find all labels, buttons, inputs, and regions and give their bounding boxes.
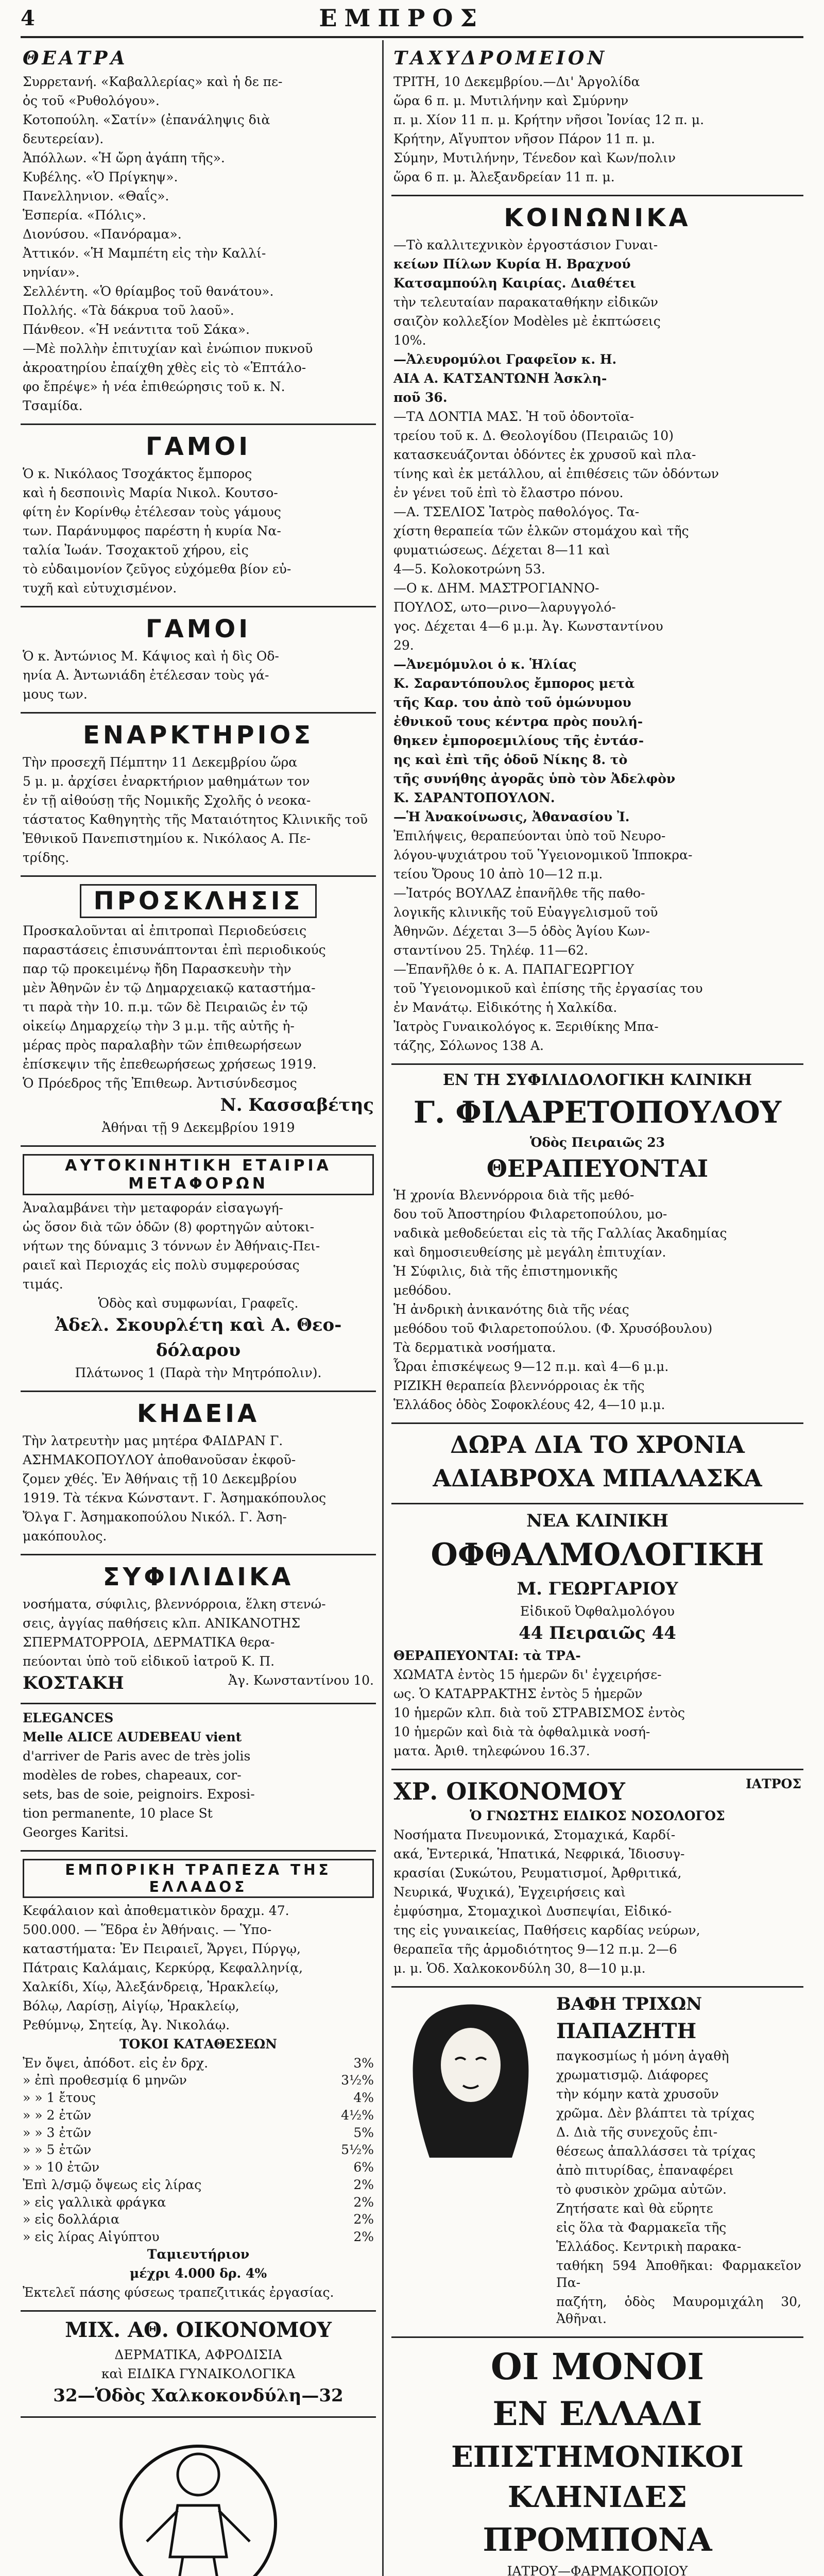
oikonomou-line-2: καὶ ΕΙΔΙΚΑ ΓΥΝΑΙΚΟΛΟΓΙΚΑ	[101, 2366, 296, 2381]
text-line: τρίδης.	[23, 850, 70, 865]
text-line: ἀπὸ πιτυρίδας, ἐπαναφέρει	[556, 2162, 734, 2178]
text-line: τοῦ Ὑγειονομικοῦ καὶ ἐπίσης τῆς ἐργασίας του	[393, 981, 703, 996]
text-line: Ὁ κ. Ἀντώνιος Μ. Κάψιος καὶ ἡ δὶς Οδ-	[23, 649, 279, 664]
text-line: σταντίνου 25. Τηλέφ. 11—62.	[393, 943, 589, 958]
rate-label: » εἰς λίρας Αἰγύπτου	[23, 2229, 160, 2245]
text-line: ἐν γένει τοῦ ἐπὶ τὸ ἔλαστρο πόνου.	[393, 485, 624, 500]
text-line: φίτη ἐν Κορίνθῳ ἐτέλεσαν τοὺς γάμους	[23, 504, 281, 519]
text-line: ΤΡΙΤΗ, 10 Δεκεμβρίου.—Δι' Ἀργολίδα	[393, 74, 640, 89]
klinidia-line-4: ΚΛΗΝΙΔΕΣ	[507, 2480, 688, 2514]
gamoi-section-1	[21, 425, 376, 607]
text-line: Ζητήσατε καὶ θὰ εὕρητε	[556, 2200, 713, 2216]
text-line: Προσκαλοῦνται αἱ ἐπιτροπαὶ Περιοδεύσεις	[23, 923, 307, 938]
clinic-heal: ΘΕΡΑΠΕΥΟΝΤΑΙ	[486, 1155, 709, 1183]
koinonika-section	[391, 196, 803, 1065]
klinidia-line-1: ΟΙ ΜΟΝΟΙ	[490, 2345, 705, 2388]
text-line: —Α. ΤΣΕΛΙΟΣ Ἰατρὸς παθολόγος. Τα-	[393, 504, 640, 519]
vafi-title: ΒΑΦΗ ΤΡΙΧΩΝ	[556, 1994, 702, 2015]
theatra-body	[23, 73, 374, 414]
text-line: Τὴν προσεχῆ Πέμπτην 11 Δεκεμβρίου ὥρα	[23, 755, 298, 770]
text-line: καὶ ἡ δεσποινὶς Μαρία Νικολ. Κουτσο-	[23, 485, 278, 500]
text-line: τὴν κόμην κατὰ χρυσοῦν	[556, 2086, 719, 2102]
text-line: λόγου-ψυχιάτρου τοῦ Ὑγειονομικοῦ Ἱπποκρα-	[393, 848, 693, 862]
rate-label: » » 3 ἐτῶν	[23, 2125, 92, 2140]
text-line: της εἰς γυναικείας, Παθήσεις καρδίας νεύρων,	[393, 1923, 700, 1938]
ofthalmo-section	[391, 1504, 803, 1770]
text-line: Ἑλλάδος. Κεντρικὴ παρακα-	[556, 2239, 742, 2254]
dora-line-2: ΑΔΙΑΒΡΟΧΑ ΜΠΑΛΑΣΚΑ	[433, 1464, 762, 1492]
text-line: φο ἔπρέψε» ἡ νέα ἐπιθεώρησις τοῦ κ. Ν.	[23, 379, 285, 394]
text-line: Τὴν λατρευτὴν μας μητέρα ΦΑΙΔΡΑΝ Γ.	[23, 1433, 283, 1448]
trapeza-heading	[23, 1859, 374, 1898]
text-line: Ἐθνικοῦ Πανεπιστημίου κ. Νικόλαος Α. Πε-	[23, 831, 311, 846]
oikonomou-section	[21, 2312, 376, 2418]
text-line: Ὄλγα Γ. Ἀσημακοπούλου Νικόλ. Γ. Ἀση-	[23, 1509, 287, 1524]
text-line: φυματιώσεως. Δέχεται 8—11 καὶ	[393, 543, 610, 557]
text-line: ΣΠΕΡΜΑΤΟΡΡΟΙΑ, ΔΕΡΜΑΤΙΚΑ θερα-	[23, 1634, 275, 1650]
text-line: Ἡ Σύφιλις, διὰ τῆς ἐπιστημονικῆς	[393, 1263, 618, 1279]
filaretopoulos-section	[391, 1065, 803, 1424]
elegances-section	[21, 1704, 376, 1852]
oikonomou-line-1: ΔΕΡΜΑΤΙΚΑ, ΑΦΡΟΔΙΣΙΑ	[114, 2347, 282, 2362]
text-line: Melle ALICE AUDEBEAU vient	[23, 1729, 242, 1744]
text-line: ΑΙΑ Α. ΚΑΤΣΑΝΤΩΝΗ Ἀσκλη-	[393, 371, 607, 386]
text-line: εἰς ὅλα τὰ Φαρμακεῖα τῆς	[556, 2219, 727, 2235]
rate-value: 6%	[353, 2160, 374, 2175]
text-line: 1919. Τὰ τέκνα Κώνσταντ. Γ. Ἀσημακόπουλος	[23, 1490, 327, 1505]
text-line: Σελλέντη. «Ὁ θρίαμβος τοῦ θανάτου».	[23, 284, 274, 299]
klinidia-line-3: ΕΠΙΣΤΗΜΟΝΙΚΟΙ	[451, 2439, 744, 2474]
text-line: των. Παράνυμφος παρέστη ἡ κυρία Να-	[23, 523, 281, 538]
text-line: —Τὸ καλλιτεχνικὸν ἐργοστάσιον Γυναι-	[393, 238, 658, 252]
rate-value: 3½%	[341, 2073, 374, 2088]
text-line: τῆς Καρ. του ἀπὸ τοῦ ὁμώνυμου	[393, 695, 631, 710]
text-line: —Ο κ. ΔΗΜ. ΜΑΣΤΡΟΓΙΑΝΝΟ-	[393, 581, 599, 596]
klinidia-line-2: ΕΝ ΕΛΛΑΔΙ	[492, 2395, 702, 2434]
text-line: 4—5. Κολοκοτρώνη 53.	[393, 562, 545, 577]
text-line: Βόλῳ, Λαρίσῃ, Αἰγίῳ, Ἡρακλείῳ,	[23, 1998, 239, 2013]
text-line: ἐν τῇ αἰθούσῃ τῆς Νομικῆς Σχολῆς ὁ νεοκα-	[23, 793, 311, 808]
rate-value: 4%	[353, 2090, 374, 2106]
text-line: Ἑλλάδος ὁδὸς Σοφοκλέους 42, 4—10 μ.μ.	[393, 1397, 665, 1412]
text-line: Ὁ Πρόεδρος τῆς Ἐπιθεωρ. Ἀντισύνδεσμος	[23, 1076, 297, 1091]
text-line: —Ἀλευρομύλοι Γραφεῖον κ. Η.	[393, 352, 617, 367]
rate-value: 5%	[353, 2125, 374, 2140]
contact-line: Ἀδελ. Σκουρλέτη καὶ Α. Θεο-	[55, 1314, 342, 1335]
text-line: ΡΙΖΙΚΗ θεραπεία βλεννόρροιας ἐκ τῆς	[393, 1378, 645, 1393]
rate-value: 2%	[353, 2177, 374, 2192]
text-line: λογικῆς κλινικῆς τοῦ Εὐαγγελισμοῦ τοῦ	[393, 905, 658, 920]
text-line: ναδικὰ μεθοδεύεται εἰς τὰ τῆς Γαλλίας Ἀκαδημίας	[393, 1225, 727, 1241]
trapeza-title: ΕΜΠΟΡΙΚΗ ΤΡΑΠΕΖΑ ΤΗΣ ΕΛΛΑΔΟΣ	[23, 1859, 374, 1898]
text-line: d'arriver de Paris avec de très jolis	[23, 1748, 251, 1764]
text-line: μὲν Ἀθηνῶν ἐν τῷ Δημαρχειακῷ καταστήμα-	[23, 980, 316, 995]
text-line: τείου Ὄρους 10 ἀπὸ 10—12 π.μ.	[393, 867, 603, 882]
date-line: Ἀθήναι τῇ 9 Δεκεμβρίου 1919	[101, 1120, 295, 1135]
text-line: ἐπίσκεψιν τῆς ἐπεθεωρήσεως χρήσεως 1919.	[23, 1057, 317, 1072]
text-line: χίστη θεραπεία τῶν ἑλκῶν στομάχου καὶ τῆς	[393, 523, 689, 538]
text-line: μακόπουλος.	[23, 1528, 107, 1544]
text-line: Σύμην, Μυτιλήνην, Τένεδον καὶ Κων/πολιν	[393, 150, 676, 165]
klinidia-section	[391, 2338, 803, 2576]
text-line: Κρήτην, Αἴγυπτον νῆσον Πάρον 11 π. μ.	[393, 131, 655, 146]
text-line: νοσήματα, σύφιλις, βλεννόρροια, ἕλκη στενώ-	[23, 1596, 326, 1612]
koinonika-heading: ΚΟΙΝΩΝΙΚΑ	[504, 204, 691, 232]
savings-title: Ταμιευτήριον	[147, 2246, 250, 2262]
text-line: τρείου τοῦ κ. Δ. Θεολογίδου (Πειραιῶς 10)	[393, 428, 674, 443]
text-line: Συρρετανή. «Καβαλλερίας» καὶ ἡ δε πε-	[23, 74, 283, 89]
text-line: Ὧραι ἐπισκέψεως 9—12 π.μ. καὶ 4—6 μ.μ.	[393, 1359, 669, 1374]
text-line: ἀκροατηρίου ἐπαίχθη χθὲς εἰς τὸ «Ἑπτάλο-	[23, 360, 306, 375]
text-line: σαιζὸν κολλεξίον Modèles μὲ ἐκπτώσεις	[393, 314, 661, 329]
rate-label: » εἰς γαλλικὰ φράγκα	[23, 2194, 166, 2210]
clinic-banner: ΕΝ ΤΗ ΣΥΦΙΛΙΔΟΛΟΓΙΚΗ ΚΛΙΝΙΚΗ	[442, 1071, 752, 1089]
doctor-row	[23, 1672, 374, 1696]
text-line: Νοσήματα Πνευμονικά, Στομαχικά, Καρδί-	[393, 1827, 676, 1843]
table-row	[23, 2055, 374, 2072]
text-line: Ρεθύμνῳ, Σητείᾳ, Ἀγ. Νικολάῳ.	[23, 2017, 230, 2032]
metaforon-heading	[23, 1154, 374, 1195]
masthead	[21, 0, 803, 38]
text-line: ΧΩΜΑΤΑ ἐντὸς 15 ἡμερῶν δι' ἐγχειρήσε-	[393, 1667, 662, 1683]
vafi-name: ΠΑΠΑΖΗΤΗ	[556, 2019, 697, 2044]
text-line: δευτερείαν).	[23, 131, 104, 146]
ofthalmo-name: Μ. ΓΕΩΡΓΑΡΙΟΥ	[517, 1579, 678, 1600]
text-line: Κυβέλης. «Ὁ Πρίγκηψ».	[23, 170, 178, 184]
text-line: τὸ εὐδαιμονίον ζεῦγος εὐχόμεθα βίον εὐ-	[23, 562, 291, 577]
trapeza-section	[21, 1852, 376, 2312]
syfilidika-heading: ΣΥΦΙΛΙΔΙΚΑ	[102, 1562, 294, 1591]
text-line: —Ἀνεμόμυλοι ὁ κ. Ἡλίας	[393, 657, 577, 672]
text-line: Ἡ ἀνδρικὴ ἀνικανότης διὰ τῆς νέας	[393, 1301, 629, 1317]
kideia-section	[21, 1392, 376, 1555]
text-line: κρασίαι (Συκώτου, Ρευματισμοί, Ἀρθριτικά,	[393, 1866, 682, 1881]
doctor-name: ΚΟΣΤΑΚΗ	[23, 1672, 124, 1693]
text-line: Πάτραις Καλάμαις, Κερκύρᾳ, Κεφαλληνίᾳ,	[23, 1960, 303, 1975]
text-line: παρ τῷ προκειμένῳ ἤδη Παρασκευὴν τὴν	[23, 961, 291, 976]
text-line: ταλία Ἰωάν. Τσοχακτοῦ χήρου, εἰς	[23, 543, 249, 557]
text-line: μεθόδου τοῦ Φιλαρετοπούλου. (Φ. Χρυσόβουλου)	[393, 1320, 713, 1336]
text-line: ὀς τοῦ «Ρυθολόγου».	[23, 93, 160, 108]
text-line: ηνία Α. Ἀντωνιάδη ἐτέλεσαν τοὺς γά-	[23, 668, 269, 683]
text-line: τιμάς.	[23, 1276, 63, 1292]
address-line: Πλάτωνος 1 (Παρὰ τὴν Μητρόπολιν).	[75, 1365, 322, 1380]
table-row	[23, 2211, 374, 2228]
table-row	[23, 2089, 374, 2107]
doctor-address: Ἀγ. Κωνσταντίνου 10.	[228, 1672, 374, 1688]
rates-table	[23, 2055, 374, 2246]
theatra-heading: ΘΕΑΤΡΑ	[23, 47, 128, 69]
text-line: μέρας πρὸς παραλαβὴν τῶν ἐπιθεωρήσεων	[23, 1038, 302, 1053]
enarktirios-heading: ΕΝΑΡΚΤΗΡΙΟΣ	[82, 721, 314, 750]
gamoi-section-2	[21, 607, 376, 714]
text-line: χρῶμα. Δὲν βλάπτει τὰ τρίχας	[556, 2105, 755, 2121]
right-column	[391, 40, 803, 2576]
klinidia-line-5: ΠΡΟΜΠΟΝΑ	[483, 2520, 712, 2558]
text-line: —Ἐπανῆλθε ὁ κ. Α. ΠΑΠΑΓΕΩΡΓΙΟΥ	[393, 962, 634, 977]
text-line: καὶ δημοσιευθείσης μὲ μεγάλη ἐπιτυχίαν.	[393, 1244, 666, 1260]
rate-value: 2%	[353, 2194, 374, 2210]
prosklisis-title: ΠΡΟΣΚΛΗΣΙΣ	[80, 884, 317, 918]
text-line: ΠΟΥΛΟΣ, ωτο—ρινο—λαρυγγολό-	[393, 600, 616, 615]
text-line: θηκεν ἐμποροεμιλίους τῆς ἐντάσ-	[393, 733, 644, 748]
text-line: οἰκείῳ Δημαρχείῳ τὴν 3 μ.μ. τῆς αὐτῆς ἡ-	[23, 1019, 295, 1033]
text-line: 10 ἡμερῶν κλπ. διὰ τοῦ ΣΤΡΑΒΙΣΜΟΣ ἐντὸς	[393, 1705, 685, 1721]
signature: Ν. Κασσαβέτης	[220, 1095, 374, 1115]
clinic-address: Ὁδὸς Πειραιῶς 23	[529, 1135, 665, 1150]
text-line: γος. Δέχεται 4—6 μ.μ. Ἀγ. Κωνσταντίνου	[393, 619, 663, 634]
text-line: ὥρα 6 π. μ. Ἀλεξανδρείαν 11 π. μ.	[393, 170, 615, 184]
text-line: ΑΣΗΜΑΚΟΠΟΥΛΟΥ ἀποθανοῦσαν ἐκφοῦ-	[23, 1452, 296, 1467]
newspaper-name: ΕΜΠΡΟΣ	[319, 4, 484, 32]
text-line: Πανελληνιον. «Θαΐς».	[23, 189, 169, 204]
table-row	[23, 2176, 374, 2194]
text-line: Κατσαμπούλη Καιρίας. Διαθέτει	[393, 276, 636, 291]
enarktirios-section	[21, 714, 376, 877]
contact-line-2: δόλαρου	[156, 1340, 241, 1361]
text-line: χρωματισμῷ. Διάφορες	[556, 2067, 709, 2082]
dora-line-1: ΔΩΡΑ ΔΙΑ ΤΟ ΧΡΟΝΙΑ	[450, 1430, 745, 1459]
text-line: ταθήκη 594 Ἀποθῆκαι: Φαρμακεῖον Πα-	[556, 2258, 801, 2290]
text-line: —ΤΑ ΔΟΝΤΙΑ ΜΑΣ. Ἡ τοῦ ὀδοντοϊα-	[393, 409, 634, 424]
text-line: καταστήματα: Ἐν Πειραιεῖ, Ἄργει, Πύργῳ,	[23, 1941, 301, 1956]
text-line: Κεφάλαιον καὶ ἀποθεματικὸν δραχμ. 47.	[23, 1903, 289, 1918]
text-line: τὸ φυσικὸν χρῶμα αὐτῶν.	[556, 2181, 727, 2197]
rate-label: » » 2 ἐτῶν	[23, 2107, 92, 2123]
text-line: Πολλής. «Τὰ δάκρυα τοῦ λαοῦ».	[23, 303, 234, 318]
prosklisis-section	[21, 877, 376, 1147]
kideia-heading: ΚΗΔΕΙΑ	[136, 1399, 260, 1428]
text-line: σεις, ἀγγίας παθήσεις κλπ. ΑΝΙΚΑΝΟΤΗΣ	[23, 1615, 301, 1631]
rate-label: Ἐν ὄψει, ἀπόδοτ. εἰς ἐν δρχ.	[23, 2055, 209, 2071]
text-line: μ. μ. Ὁδ. Χαλκοκονδύλη 30, 8—10 μ.μ.	[393, 1961, 646, 1976]
vafi-section	[391, 1988, 803, 2338]
entoka-illustration	[106, 2433, 291, 2576]
text-line: Ἰατρὸς Γυναικολόγος κ. Ξεριθίκης Μπα-	[393, 1019, 659, 1034]
text-line: μους των.	[23, 687, 88, 702]
text-line: Τσαμίδα.	[23, 398, 83, 413]
text-line: —Ἡ Ἀνακοίνωσις, Ἀθανασίου Ἰ.	[393, 809, 630, 824]
text-line: Ἑσπερία. «Πόλις».	[23, 208, 146, 223]
oikonomou2-header	[393, 1775, 801, 1807]
rate-value: 2%	[353, 2229, 374, 2245]
rate-value: 5½%	[341, 2142, 374, 2158]
text-line: ὥρα 6 π. μ. Μυτιλήνην καὶ Σμύρνην	[393, 93, 629, 108]
column-divider	[382, 40, 384, 2576]
text-line: τάζης, Σόλωνος 138 Α.	[393, 1038, 544, 1053]
text-line: —Ἰατρός ΒΟΥΛΑΖ ἐπανῆλθε τῆς παθο-	[393, 886, 645, 901]
text-line: Δ. Διὰ τῆς συνεχοῦς ἐπι-	[556, 2124, 718, 2140]
text-line: Χαλκίδι, Χίῳ, Ἀλεξάνδρειᾳ, Ἡρακλείῳ,	[23, 1979, 279, 1994]
text-line: sets, bas de soie, peignoirs. Exposi-	[23, 1786, 255, 1802]
taxydromeion-heading: ΤΑΧΥΔΡΟΜΕΙΟΝ	[393, 47, 608, 69]
klinidia-line-6: ΙΑΤΡΟΥ—ΦΑΡΜΑΚΟΠΟΙΟΥ	[507, 2564, 688, 2576]
text-line: νηνίαν».	[23, 265, 80, 280]
text-line: παγκοσμίως ἡ μόνη ἀγαθὴ	[556, 2048, 729, 2063]
text-line: ραιεῖ καὶ Περιοχάς εἰς πολὺ συμφερούσας	[23, 1257, 300, 1273]
text-line: Τὰ δερματικὰ νοσήματα.	[393, 1340, 556, 1355]
table-row	[23, 2141, 374, 2159]
text-line: ποῦ 36.	[393, 390, 448, 405]
text-line: τάστατος Καθηγητὴς τῆς Ματαιότητος Κλινικῆς τοῦ	[23, 812, 368, 827]
table-row	[23, 2107, 374, 2124]
left-column	[21, 40, 376, 2576]
ofthalmo-heal: ΘΕΡΑΠΕΥΟΝΤΑΙ: τὰ ΤΡΑ-	[393, 1648, 581, 1664]
text-line: ἐν Μανάτῳ. Εἰδικότης ἡ Χαλκίδα.	[393, 1000, 617, 1015]
text-line: ης καὶ ἐπὶ τῆς ὁδοῦ Νίκης 8. τὸ	[393, 752, 628, 767]
text-line: παραστάσεις ἐπισυνάπτονται ἐπὶ περιοδικούς	[23, 942, 326, 957]
text-line: ακά, Ἐντερικά, Ἡπατικά, Νεφρικά, Ἰδιοσυγ-	[393, 1846, 685, 1862]
text-line: Ἐπιλήψεις, θεραπεύονται ὑπὸ τοῦ Νευρο-	[393, 828, 666, 843]
text-line: μεθόδου.	[393, 1282, 452, 1298]
text-line: Ὁδὸς καὶ συμφωνίαι, Γραφεῖς.	[98, 1295, 299, 1311]
rate-value: 2%	[353, 2212, 374, 2227]
text-line: 29.	[393, 638, 414, 653]
oikonomou2-tag: ΙΑΤΡΟΣ	[746, 1776, 801, 1792]
text-line: modèles de robes, chapeaux, cor-	[23, 1767, 242, 1783]
text-line: Νευρικά, Ψυχικά), Ἐγχειρήσεις καὶ	[393, 1885, 626, 1900]
text-line: τίνης καὶ ἐκ μετάλλου, αἱ ἐπιθέσεις τῶν ὀδόντων	[393, 466, 719, 481]
text-line: Ἀττικόν. «Ἡ Μαμπέτη εἰς τὴν Καλλί-	[23, 246, 266, 261]
text-line: Διονύσου. «Πανόραμα».	[23, 227, 182, 242]
rate-value: 4½%	[341, 2107, 374, 2123]
oikonomou-address: 32—Ὁδὸς Χαλκοκονδύλη—32	[53, 2385, 344, 2406]
text-line: Ἀπόλλων. «Ἡ ὤρη ἀγάπη τῆς».	[23, 150, 225, 165]
rate-label: » » 1 ἔτους	[23, 2090, 96, 2106]
text-line: Κοτοπούλη. «Σατίν» (ἐπανάληψις διὰ	[23, 112, 270, 127]
text-line: ματα. Ἀριθ. τηλεφώνου 16.37.	[393, 1743, 590, 1759]
table-row	[23, 2124, 374, 2142]
rates-title: ΤΟΚΟΙ ΚΑΤΑΘΕΣΕΩΝ	[119, 2036, 278, 2052]
text-line: ἐμφύσημα, Στομαχικοὶ Δυσπεψίαι, Εἰδικό-	[393, 1904, 672, 1919]
text-line: Georges Karitsi.	[23, 1824, 129, 1840]
text-line: Ὁ κ. Νικόλαος Τσοχάκτος ἔμπορος	[23, 466, 252, 481]
text-line: θέσεως ἀπαλλάσσει τὰ τρίχας	[556, 2143, 756, 2159]
clinic-name: Γ. ΦΙΛΑΡΕΤΟΠΟΥΛΟΥ	[413, 1094, 782, 1130]
table-row	[23, 2194, 374, 2211]
text-line: πεύονται ὑπὸ τοῦ εἰδικοῦ ἰατροῦ Κ. Π.	[23, 1653, 275, 1669]
text-line: τι παρὰ τὴν 10. π.μ. τῶν δὲ Πειραιῶς ἐν τῷ	[23, 999, 308, 1014]
oikonomou2-title: ΧΡ. ΟΙΚΟΝΟΜΟΥ	[393, 1777, 625, 1806]
vafi-text	[556, 1993, 801, 2329]
page-number: 4	[21, 6, 35, 30]
savings-line: μέχρι 4.000 δρ. 4%	[129, 2265, 267, 2281]
text-line: ζομεν χθές. Ἐν Ἀθήναις τῇ 10 Δεκεμβρίου	[23, 1471, 297, 1486]
text-line: ἐθνικοῦ τους κέντρα πρὸς πουλή-	[393, 714, 643, 729]
text-line: ὡς ὅσον διὰ τῶν ὁδῶν (8) φορτηγῶν αὐτοκι-	[23, 1219, 315, 1234]
text-line: 500.000. — Ἕδρα ἐν Ἀθήναις. — Ὑπο-	[23, 1922, 272, 1937]
text-line: tion permanente, 10 place St	[23, 1805, 213, 1821]
dora-section	[391, 1424, 803, 1504]
text-line: τὴν τελευταίαν παρακαταθήκην εἰδικῶν	[393, 295, 658, 310]
text-line: τυχῆ καὶ εὐτυχισμένον.	[23, 581, 177, 596]
oikonomou-title: ΜΙΧ. ΑΘ. ΟΙΚΟΝΟΜΟΥ	[65, 2317, 332, 2342]
prosklisis-heading	[23, 884, 374, 918]
gamoi-heading: ΓΑΜΟΙ	[145, 615, 251, 643]
text-line: 5 μ. μ. ἀρχίσει ἐναρκτήριον μαθημάτων τον	[23, 774, 310, 789]
metaforon-section	[21, 1147, 376, 1392]
text-line: Ἀθηνῶν. Δέχεται 3—5 ὁδὸς Ἁγίου Κων-	[393, 924, 650, 939]
rate-label: » εἰς δολλάρια	[23, 2212, 120, 2227]
text-line: Πάνθεον. «Ἡ νεάντιτα τοῦ Σάκα».	[23, 322, 250, 337]
bank-footer: Ἐκτελεῖ πάσης φύσεως τραπεζιτικάς ἐργασίας.	[23, 2284, 334, 2300]
ofthalmo-address: 44 Πειραιῶς 44	[519, 1623, 676, 1644]
rate-label: » ἐπὶ προθεσμίᾳ 6 μηνῶν	[23, 2073, 187, 2088]
text-line: νήτων της δύναμις 3 τόννων ἐν Ἀθήναις-Πει-	[23, 1238, 320, 1253]
text-line: ως. Ὁ ΚΑΤΑΡΡΑΚΤΗΣ ἐντὸς 5 ἡμερῶν	[393, 1686, 643, 1702]
text-line: τῆς συνήθης ἀγορᾶς ὑπὸ τὸν Ἀδελφὸν	[393, 771, 676, 786]
text-line: δου τοῦ Ἀποστηρίου Φιλαρετοπούλου, μο-	[393, 1206, 667, 1222]
table-row	[23, 2228, 374, 2246]
text-line: κατασκευάζονται ὀδόντες ἐκ χρυσοῦ καὶ πλα-	[393, 447, 696, 462]
text-line: Κ. Σαραντόπουλος ἔμπορος μετὰ	[393, 676, 635, 691]
text-line: θεραπεῖα τῆς ἁρμοδιότητος 9—12 π.μ. 2—6	[393, 1942, 677, 1957]
oikonomou2-section	[391, 1770, 803, 1988]
entoka-section	[21, 2418, 376, 2576]
theatra-section	[21, 40, 376, 425]
koinonika-body	[393, 236, 801, 1054]
metaforon-title: ΑΥΤΟΚΙΝΗΤΙΚΗ ΕΤΑΙΡΙΑ ΜΕΤΑΦΟΡΩΝ	[23, 1154, 374, 1195]
text-line: —Μὲ πολλὴν ἐπιτυχίαν καὶ ἐνώπιον πυκνοῦ	[23, 341, 313, 356]
oikonomou2-sub: Ὁ ΓΝΩΣΤΗΣ ΕΙΔΙΚΟΣ ΝΟΣΟΛΟΓΟΣ	[470, 1808, 725, 1824]
text-line: Ἀναλαμβάνει τὴν μεταφοράν εἰσαγωγή-	[23, 1200, 283, 1215]
ofthalmo-sub: Εἰδικοῦ Ὀφθαλμολόγου	[520, 1604, 675, 1619]
taxydromeion-section	[391, 40, 803, 196]
text-line: Ἡ χρονία Βλεννόρροια διὰ τῆς μεθό-	[393, 1187, 634, 1202]
ofthalmo-line-1: ΝΕΑ ΚΛΙΝΙΚΗ	[526, 1511, 668, 1532]
rate-value: 3%	[353, 2055, 374, 2071]
text-line: παζήτη, ὁδὸς Μαυρομιχάλη 30, Ἀθῆναι.	[556, 2294, 801, 2326]
woman-portrait-illustration	[393, 1993, 548, 2163]
table-row	[23, 2072, 374, 2089]
rate-label: » » 5 ἐτῶν	[23, 2142, 92, 2158]
rate-label: Ἐπὶ λ/σμῷ ὄψεως εἰς λίρας	[23, 2177, 202, 2192]
table-row	[23, 2159, 374, 2176]
syfilidika-section	[21, 1555, 376, 1704]
text-line: π. μ. Χίον 11 π. μ. Κρήτην νῆσοι Ἰονίας 12 π. μ.	[393, 112, 705, 127]
text-line: 10%.	[393, 333, 426, 348]
text-line: 10 ἡμερῶν καὶ διὰ τὰ ὀφθαλμικὰ νοσή-	[393, 1724, 650, 1740]
rate-label: » » 10 ἐτῶν	[23, 2160, 100, 2175]
ofthalmo-line-2: ΟΦΘΑΛΜΟΛΟΓΙΚΗ	[431, 1537, 764, 1573]
text-line: κείων Πίλων Κυρία Η. Βραχνού	[393, 257, 631, 272]
gamoi-heading: ΓΑΜΟΙ	[145, 432, 251, 461]
text-line: Κ. ΣΑΡΑΝΤΟΠΟΥΛΟΝ.	[393, 790, 555, 805]
elegances-heading: ELEGANCES	[23, 1710, 114, 1725]
